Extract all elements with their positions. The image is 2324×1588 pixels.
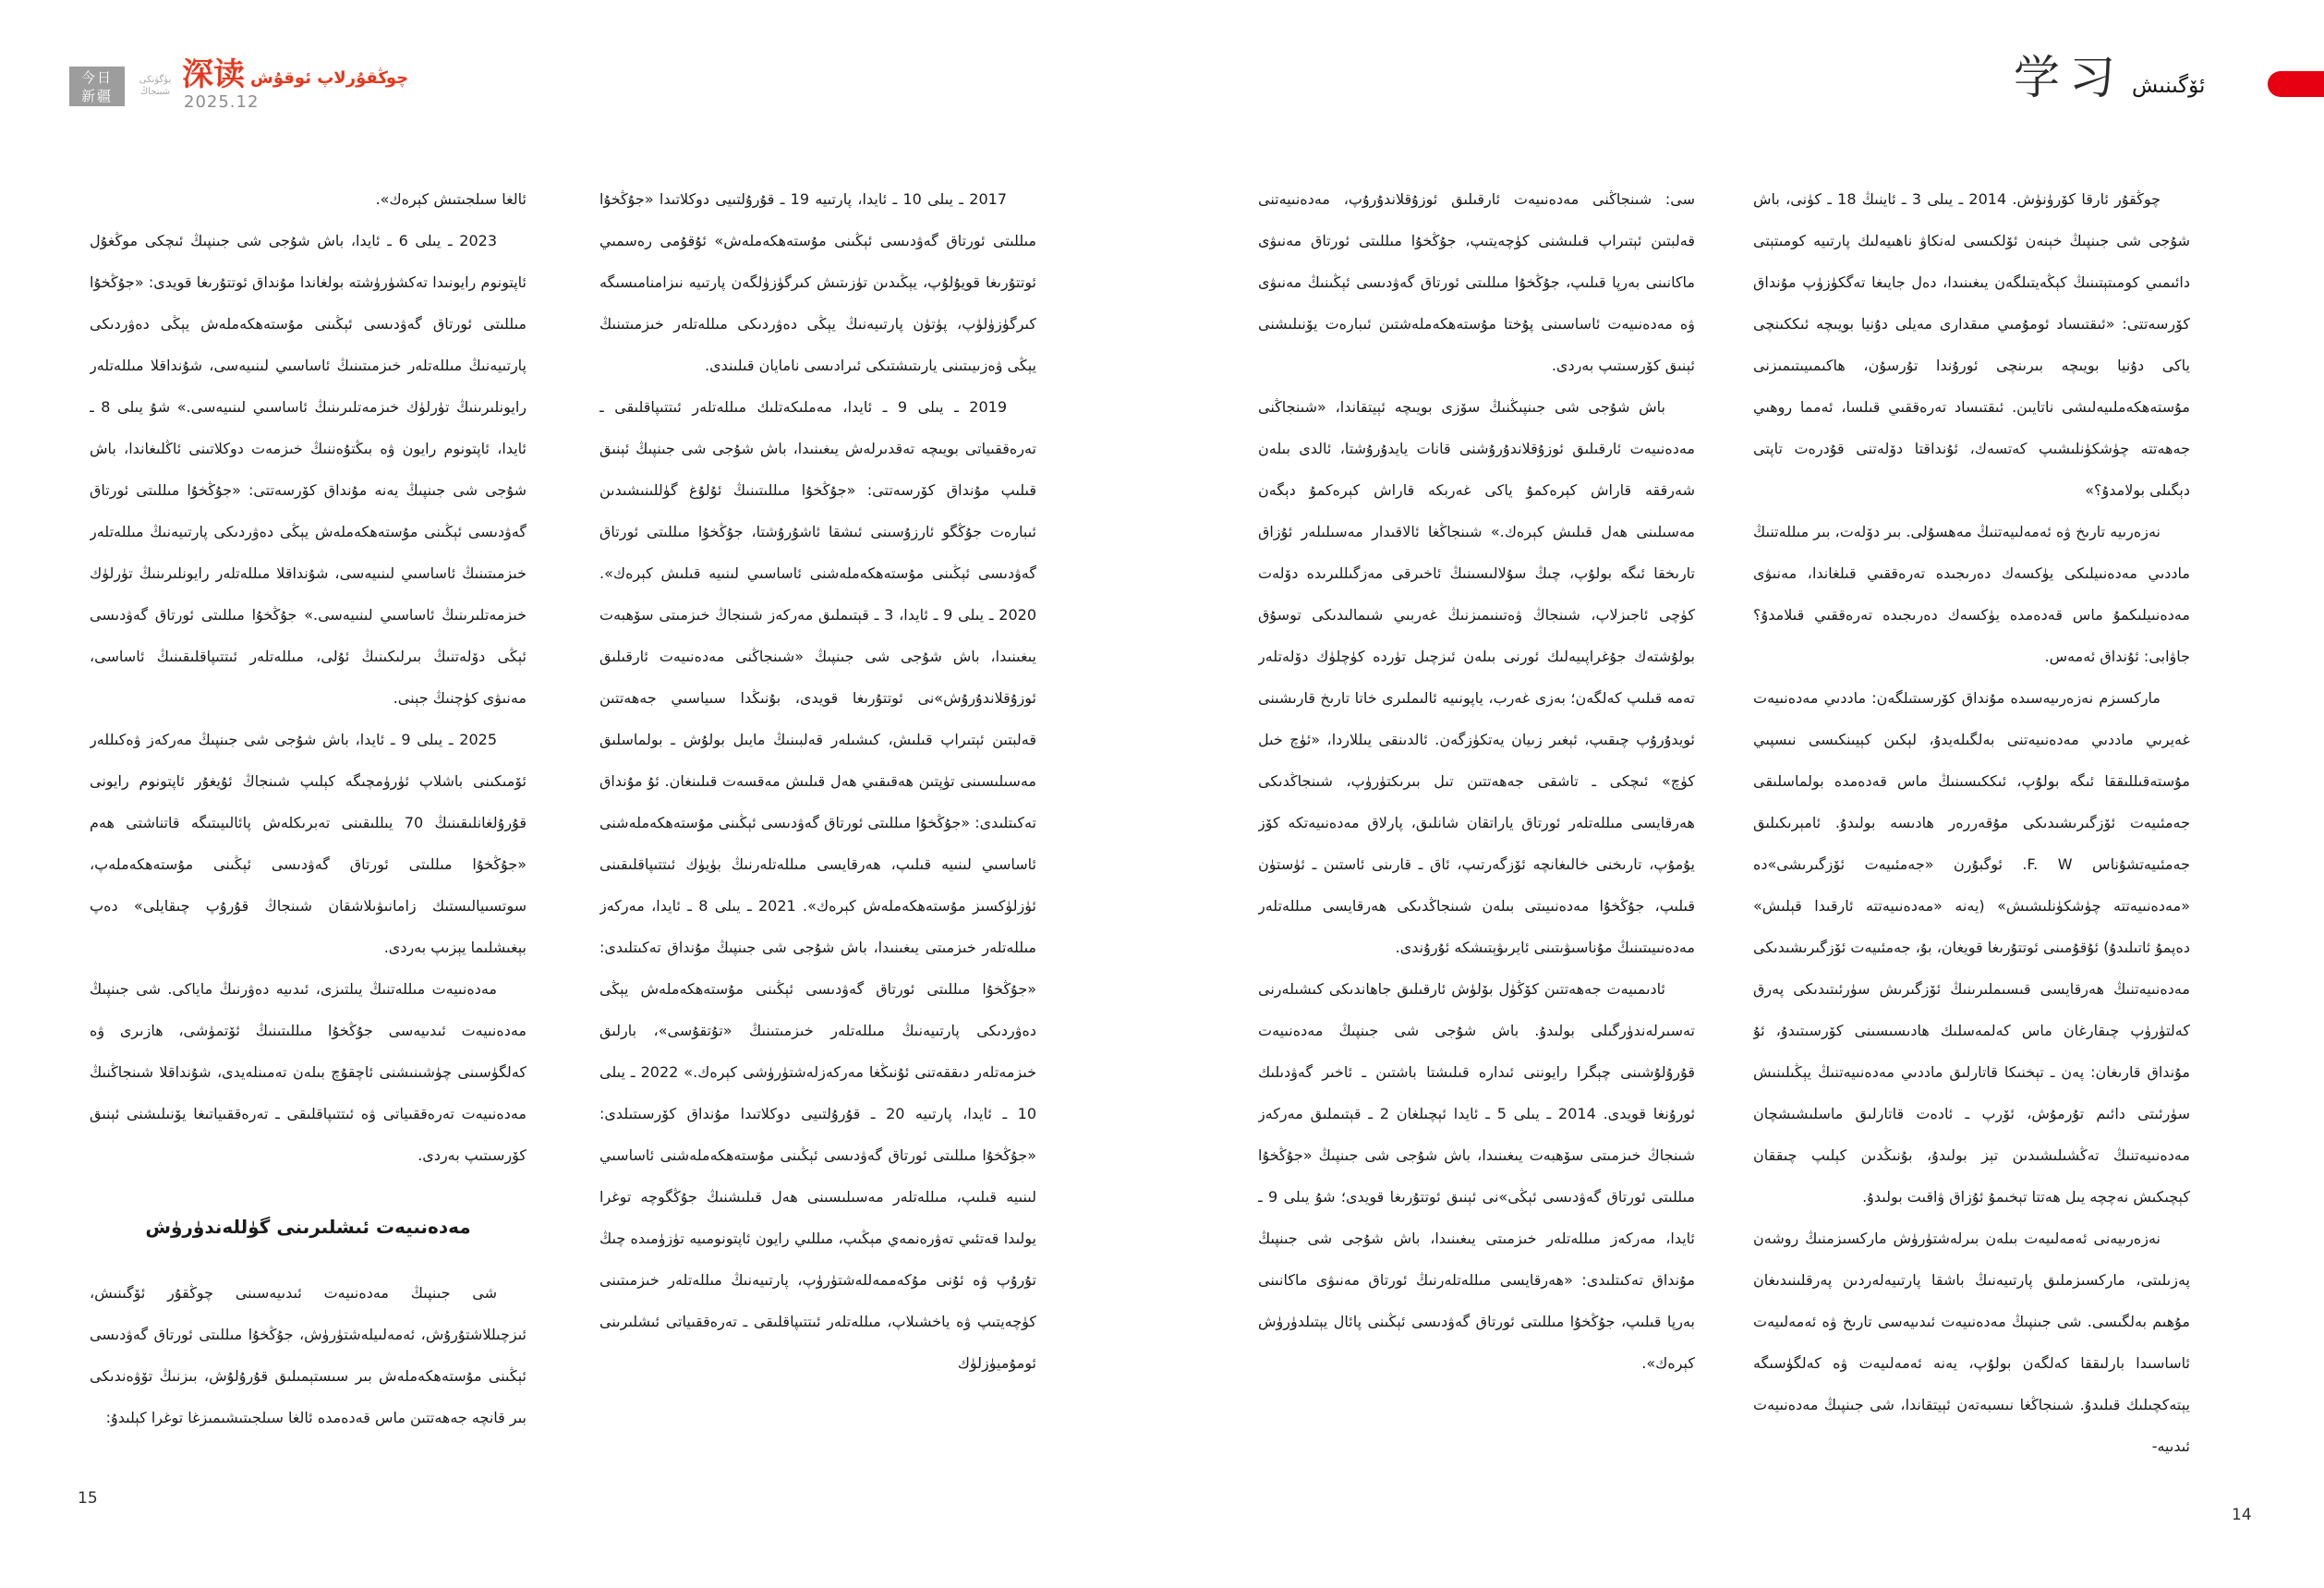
body-paragraph: 2017 ـ يىلى 10 ـ ئايدا، پارتىيە 19 ـ قۇرۇلتىيى دوكلاتىدا «جۇڭخۇا مىللىتى ئورتاق گەۋدىسى ئېڭىنى مۇستەھكەملەش» ئۇقۇمى رەسمىي ئوتتۇرىغا قويۇلۇپ، يېڭىدىن تۈزىتىش كىرگۈزۈلگەن پارتىيە نىزامنامىسىگە كىرگۈزۈلۈپ، پۈتۈن پارتىيەنىڭ يېڭى دەۋردىكى مىللەتلەر خىزمىتىنىڭ يېڭى ۋەزىيىتىنى يارىتىشتىكى ئىرادىسى نامايان قىلىندى. xyxy=(599,190,1036,374)
logo-cn-line2: 新疆 xyxy=(80,88,113,104)
page-number-right: 14 xyxy=(2232,1506,2252,1524)
body-paragraph: 2025 ـ يىلى 9 ـ ئايدا، باش شۇجى شى جىنپىڭ مەركەز ۋەكىللەر ئۆمىكىنى باشلاپ ئۈرۈمچىگە كېلىپ شىنجاڭ ئۇيغۇر ئاپتونوم رايونى قۇرۇلغانلىقىنىڭ 70 يىللىقىنى تەبرىكلەش پائالىيىتىگە قاتناشتى ھەم «جۇڭخۇا مىللىتى ئورتاق گەۋدىسى ئېڭىنى مۇستەھكەملەپ، سوتسىيالىستىك زامانىۋىلاشقان شىنجاڭ قۇرۇپ چىقايلى» دەپ بېغىشلىما يېزىپ بەردى. xyxy=(90,731,527,956)
body-paragraph: شى جىنپىڭ مەدەنىيەت ئىدىيەسىنى چوڭقۇر ئۆگىنىش، ئىزچىللاشتۇرۇش، ئەمەلىيلەشتۈرۈش، جۇڭخۇا مىللىتى ئورتاق گەۋدىسى ئېڭىنى مۇستەھكەملەش بىر سىستېمىلىق قۇرۇلۇش، بىزنىڭ تۆۋەندىكى بىر قانچە جەھەتتىن ماس قەدەمدە ئالغا سىلجىتىشىمىزغا توغرا كېلىدۇ: xyxy=(90,1284,527,1426)
body-paragraph: سى: شىنجاڭنى مەدەنىيەت ئارقىلىق ئوزۇقلاندۇرۇپ، مەدەنىيەتنى قەلبتىن ئېتىراپ قىلىشنى كۈچەيتىپ، جۇڭخۇا مىللىتى ئورتاق مەنىۋى ماكانىنى بەرپا قىلىپ، جۇڭخۇا مىللىتى ئورتاق گەۋدىسى ئېڭىنىڭ مەنىۋى ۋە مەدەنىيەت ئاساسىنى پۇختا مۇستەھكەملەشتىن ئىبارەت يۆنىلىشنى ئېنىق كۆرسىتىپ بەردى. xyxy=(1258,190,1695,374)
body-paragraph: ئالغا سىلجىتىش كېرەك». xyxy=(375,190,527,208)
logo-uy-line2: شىنجاڭ xyxy=(139,87,171,97)
section-heading: مەدەنىيەت ئىشلىرىنى گۈللەندۈرۈش xyxy=(145,1216,471,1238)
page-number-left: 15 xyxy=(78,1489,98,1508)
page14-left-column xyxy=(1258,178,1695,1520)
body-paragraph: نەزەرىيەنى ئەمەلىيەت بىلەن بىرلەشتۈرۈش ماركسىزمنىڭ روشەن پەزىلىتى، ماركسىزملىق پارتىيەنىڭ باشقا پارتىيەلەردىن پەرقلىنىدىغان مۇھىم بەلگىسى. شى جىنپىڭ مەدەنىيەت ئىدىيەسى تارىخ ۋە ئەمەلىيەت ئاساسىدا بارلىققا كەلگەن بولۇپ، يەنە ئەمەلىيەت ۋە كەلگۈسىگە يېتەكچىلىك قىلىدۇ. شىنجاڭغا نىسبەتەن ئېيتقاندا، شى جىنپىڭ مەدەنىيەت ئىدىيە- xyxy=(1753,1230,2190,1455)
body-paragraph: باش شۇجى شى جىنپىڭنىڭ سۆزى بويىچە ئېيتقاندا، «شىنجاڭنى مەدەنىيەت ئارقىلىق ئوزۇقلاندۇرۇشنى قانات يايدۇرۇشتا، ئالدى بىلەن شەرققە قاراش كېرەكمۇ ياكى غەربكە قاراش كېرەكمۇ دېگەن مەسىلىنى ھەل قىلىش كېرەك.» شىنجاڭغا ئالاقىدار مەسىلىلەر ئۇزاق تارىخقا ئىگە بولۇپ، چىڭ سۇلالىسىنىڭ ئاخىرقى مەزگىللىرىدە دۆلەت كۈچى ئاجىزلاپ، شىنجاڭ ۋەتىنىمىزنىڭ غەربىي شىمالىدىكى توسۇق بولۇشتەك جۇغراپىيەلىك ئورنى بىلەن ئىزچىل تۈردە كۈچلۈك دۆلەتلەر تەمە قىلىپ كەلگەن؛ بەزى غەرب، ياپونىيە ئالىملىرى خاتا تارىخ قارىشىنى ئويدۇرۇپ چىقىپ، ئېغىر زىيان يەتكۈزگەن. ئالدىنقى يىللاردا، «ئۈچ خىل كۈچ» ئىچكى ـ تاشقى جەھەتتىن تىل بىرىكتۈرۈپ، شىنجاڭدىكى ھەرقايسى مىللەتلەر ئورتاق ياراتقان شانلىق، پارلاق مەدەنىيەتكە كۆز يۇمۇپ، تارىخنى خالىغانچە ئۆزگەرتىپ، ئاق ـ قارىنى ئاستىن ـ ئۈستۈن قىلىپ، جۇڭخۇا مەدەنىيىتى بىلەن شىنجاڭدىكى ھەرقايسى مىللەتلەر مەدەنىيىتىنىڭ مۇناسىۋىتىنى ئايرىۋېتىشكە ئۇرۇندى. xyxy=(1258,398,1695,956)
today-xinjiang-logo xyxy=(69,67,125,106)
body-paragraph: 2019 ـ يىلى 9 ـ ئايدا، مەملىكەتلىك مىللەتلەر ئىتتىپاقلىقى ـ تەرەققىياتى بويىچە تەقدىرلەش يىغىنىدا، باش شۇجى شى جىنپىڭ ئېنىق قىلىپ مۇنداق كۆرسەتتى: «جۇڭخۇا مىللىتىنىڭ ئۇلۇغ گۈللىنىشىدىن ئىبارەت جۇڭگو ئارزۇسىنى ئىشقا ئاشۇرۇشتا، جۇڭخۇا مىللىتى ئورتاق گەۋدىسى ئېڭىنى مۇستەھكەملەشنى ئاساسىي لىنىيە قىلىش كېرەك». 2020 ـ يىلى 9 ـ ئايدا، 3 ـ قېتىملىق مەركەز شىنجاڭ خىزمىتى سۆھبەت يىغىنىدا، باش شۇجى شى جىنپىڭ «شىنجاڭنى مەدەنىيەت ئارقىلىق ئوزۇقلاندۇرۇش»نى ئوتتۇرىغا قويدى، بۇنىڭدا سىياسىي جەھەتتىن قەلبتىن ئېتىراپ قىلىش، كىشىلەر قەلبىنىڭ مايىل بولۇش ـ بولماسلىق مەسىلىسىنى تۈپتىن ھەقىقىي ھەل قىلىش مەقسەت قىلىنغان. ئۇ مۇنداق تەكىتلىدى: «جۇڭخۇا مىللىتى ئورتاق گەۋدىسى ئېڭىنى مۇستەھكەملەشنى ئاساسىي لىنىيە قىلىپ، ھەرقايسى مىللەتلەرنىڭ بۈيۈك ئىتتىپاقلىقىنى ئۈزلۈكسىز مۇستەھكەملەش كېرەك». 2021 ـ يىلى 8 ـ ئايدا، مەركەز مىللەتلەر خىزمىتى يىغىنىدا، باش شۇجى شى جىنپىڭ مۇنداق تەكىتلىدى: «جۇڭخۇا مىللىتى ئورتاق گەۋدىسى ئېڭىنى مۇستەھكەملەش يېڭى دەۋردىكى پارتىيەنىڭ مىللەتلەر خىزمىتىنىڭ «تۇتقۇسى»، بارلىق خىزمەتلەر دىققەتنى ئۇنىڭغا مەركەزلەشتۈرۈشى كېرەك.» 2022 ـ يىلى 10 ـ ئايدا، پارتىيە 20 ـ قۇرۇلتىيى دوكلاتىدا مۇنداق كۆرسىتىلدى: «جۇڭخۇا مىللىتى ئورتاق گەۋدىسى ئېڭىنى مۇستەھكەملەشنى ئاساسىي لىنىيە قىلىپ، مىللەتلەر مەسىلىسىنى ھەل قىلىشنىڭ جۇڭگوچە توغرا يولىدا قەتئىي تەۋرەنمەي مېڭىپ، مىللىي رايون ئاپتونومىيە تۈزۈمىدە چىڭ تۇرۇپ ۋە ئۇنى مۇكەممەللەشتۈرۈپ، پارتىيەنىڭ مىللەتلەر خىزمىتىنى كۈچەيتىپ ۋە ياخشىلاپ، مىللەتلەر ئىتتىپاقلىقى ـ تەرەققىياتى ئىشلىرىنى ئومۇميۈزلۈك xyxy=(599,398,1036,1372)
section-title-chinese: 深读 xyxy=(182,56,245,93)
page15-right-column xyxy=(599,178,1036,1520)
logo-uyghur-caption xyxy=(128,74,182,98)
issue-date: 2025.12 xyxy=(184,92,260,112)
body-paragraph: مەدەنىيەت مىللەتنىڭ يىلتىزى، ئىدىيە دەۋرنىڭ ماياكى. شى جىنپىڭ مەدەنىيەت ئىدىيەسى جۇڭخۇا مىللىتىنىڭ ئۆتمۈشى، ھازىرى ۋە كەلگۈسىنى چۈشىنىشنى ئاچقۇچ بىلەن تەمىنلەيدى، شۇنداقلا شىنجاڭنىڭ مەدەنىيەت تەرەققىياتى ۋە ئىتتىپاقلىقى ـ تەرەققىياتىغا يۆنىلىشنى ئېنىق كۆرسىتىپ بەردى. xyxy=(90,980,527,1164)
body-paragraph: ماركسىزم نەزەرىيەسىدە مۇنداق كۆرسىتىلگەن: ماددىي مەدەنىيەت غەيرىي ماددىي مەدەنىيەتنى بەلگىلەيدۇ، لېكىن كېيىنكىسى نىسپىي مۇستەقىللىققا ئىگە بولۇپ، ئىككىسىنىڭ ماس قەدەمدە بولماسلىقى جەمئىيەت ئۆزگىرىشىدىكى مۇقەررەر ھادىسە بولىدۇ. ئامېرىكىلىق جەمئىيەتشۇناس F. W. ئوگبۇرن «جەمئىيەت ئۆزگىرىشى»دە «مەدەنىيەتتە چۈشكۈنلىشىش» (يەنە «مەدەنىيەتتە ئارقىدا قېلىش» دەپمۇ ئاتىلىدۇ) ئۇقۇمىنى ئوتتۇرىغا قويغان، بۇ، جەمئىيەت ئۆزگىرىشىدىكى مەدەنىيەتنىڭ ھەرقايسى قىسىملىرىنىڭ ئۆزگىرىش سۈرئىتىدىكى پەرق كەلتۈرۈپ چىقارغان ماس كەلمەسلىك ھادىسىسىنى كۆرسىتىدۇ، ئۇ مۇنداق قارىغان: پەن ـ تېخنىكا قاتارلىق ماددىي مەدەنىيەتنىڭ يېڭىلىنىش سۈرئىتى دائىم تۇرمۇش، ئۆرپ ـ ئادەت قاتارلىق ماسلىشىشچان مەدەنىيەتنىڭ تەڭشىلىشىدىن تېز بولىدۇ، بۇنىڭدىن كېلىپ چىققان كېچىكىش نەچچە يىل ھەتتا تېخىمۇ ئۇزاق ۋاقىت بولىدۇ. xyxy=(1753,689,2190,1206)
body-paragraph: نەزەرىيە تارىخ ۋە ئەمەلىيەتنىڭ مەھسۇلى. بىر دۆلەت، بىر مىللەتنىڭ ماددىي مەدەنىيلىكى يۈكسەك دەرىجىدە تەرەققىي قىلغاندا، مەنىۋى مەدەنىيلىكمۇ ماس قەدەمدە يۈكسەك دەرىجىدە تەرەققىي قىلامدۇ؟ جاۋابى: ئۇنداق ئەمەس. xyxy=(1753,523,2190,665)
logo-uy-line1: بۈگۈنكى xyxy=(139,75,172,85)
body-paragraph: 2023 ـ يىلى 6 ـ ئايدا، باش شۇجى شى جىنپىڭ ئىچكى موڭغۇل ئاپتونوم رايونىدا تەكشۈرۈشتە بولغاندا مۇنداق ئوتتۇرىغا قويدى: «جۇڭخۇا مىللىتى ئورتاق گەۋدىسى ئېڭىنى مۇستەھكەملەش يېڭى دەۋردىكى پارتىيەنىڭ مىللەتلەر خىزمىتىنىڭ ئاساسىي لىنىيەسى، شۇنداقلا مىللەتلەر رايونلىرىنىڭ تۈرلۈك خىزمەتلىرىنىڭ ئاساسىي لىنىيەسى.» شۇ يىلى 8 ـ ئايدا، ئاپتونوم رايون ۋە بىڭتۇەننىڭ خىزمەت دوكلاتىنى ئاڭلىغاندا، باش شۇجى شى جىنپىڭ يەنە مۇنداق كۆرسەتتى: «جۇڭخۇا مىللىتى ئورتاق گەۋدىسى ئېڭىنى مۇستەھكەملەش يېڭى دەۋردىكى پارتىيەنىڭ مىللەتلەر خىزمىتىنىڭ ئاساسىي لىنىيەسى، شۇنداقلا مىللەتلەر رايونلىرىنىڭ تۈرلۈك خىزمەتلىرىنىڭ ئاساسىي لىنىيەسى.» جۇڭخۇا مىللىتى ئورتاق گەۋدىسى ئېڭى دۆلەتنىڭ بىرلىكىنىڭ ئۇلى، مىللەتلەر ئىتتىپاقلىقىنىڭ ئاساسى، مەنىۋى كۈچنىڭ جېنى. xyxy=(90,232,527,707)
section-title-uyghur: چوڭقۇرلاپ ئوقۇش xyxy=(250,68,409,88)
body-paragraph: ئادىمىيەت جەھەتتىن كۆڭۈل بۆلۈش ئارقىلىق جاھاندىكى كىشىلەرنى تەسىرلەندۈرگىلى بولىدۇ. باش شۇجى شى جىنپىڭ مەدەنىيەت قۇرۇلۇشىنى چېگرا رايوننى ئىدارە قىلىشتا باشتىن ـ ئاخىر گەۋدىلىك ئورۇنغا قويدى. 2014 ـ يىلى 5 ـ ئايدا ئېچىلغان 2 ـ قېتىملىق مەركەز شىنجاڭ خىزمىتى سۆھبەت يىغىنىدا، باش شۇجى شى جىنپىڭ «جۇڭخۇا مىللىتى ئورتاق گەۋدىسى ئېڭى»نى ئېنىق ئوتتۇرىغا قويدى؛ شۇ يىلى 9 ـ ئايدا، مەركەز مىللەتلەر خىزمىتى يىغىنىدا، باش شۇجى شى جىنپىڭ مۇنداق تەكىتلىدى: «ھەرقايسى مىللەتلەرنىڭ ئورتاق مەنىۋى ماكانىنى بەرپا قىلىپ، جۇڭخۇا مىللىتى ئورتاق گەۋدىسى ئېڭىنى پائال يېتىلدۈرۈش كېرەك». xyxy=(1258,980,1695,1372)
left-page-header xyxy=(69,56,457,124)
logo-cn-line1: 今日 xyxy=(80,69,113,86)
column-title-chinese: 学习 xyxy=(2014,51,2124,104)
page14-right-column xyxy=(1753,178,2190,1520)
column-title-uyghur: ئۆگىنىش xyxy=(2132,74,2206,98)
body-paragraph: چوڭقۇر ئارقا كۆرۈنۈش. 2014 ـ يىلى 3 ـ ئاينىڭ 18 ـ كۈنى، باش شۇجى شى جىنپىڭ خېنەن ئۆلكىسى لەنكاۋ ناھىيەلىك پارتىيە كومىتېتى دائىمىي كومىتېتىنىڭ كېڭەيتىلگەن يىغىنىدا، دەل جايىغا تەگكۈزۈپ مۇنداق كۆرسەتتى: «ئىقتىساد ئومۇمىي مىقدارى مەيلى دۇنيا بويىچە ئىككىنچى ياكى دۇنيا بويىچە بىرىنچى ئورۇندا تۇرسۇن، ھاكىمىيىتىمىزنى مۇستەھكەملىيەلىشى ناتايىن. ئىقتىساد تەرەققىي قىلسا، ئەمما روھىي جەھەتتە چۈشكۈنلىشىپ كەتسەك، ئۇنداقتا دۆلەتنى قۇدرەت تاپتى دېگىلى بولامدۇ؟» xyxy=(1753,190,2190,499)
red-bar-ornament xyxy=(2268,71,2324,97)
page15-left-column xyxy=(90,178,527,1520)
right-page-header xyxy=(1940,48,2324,122)
